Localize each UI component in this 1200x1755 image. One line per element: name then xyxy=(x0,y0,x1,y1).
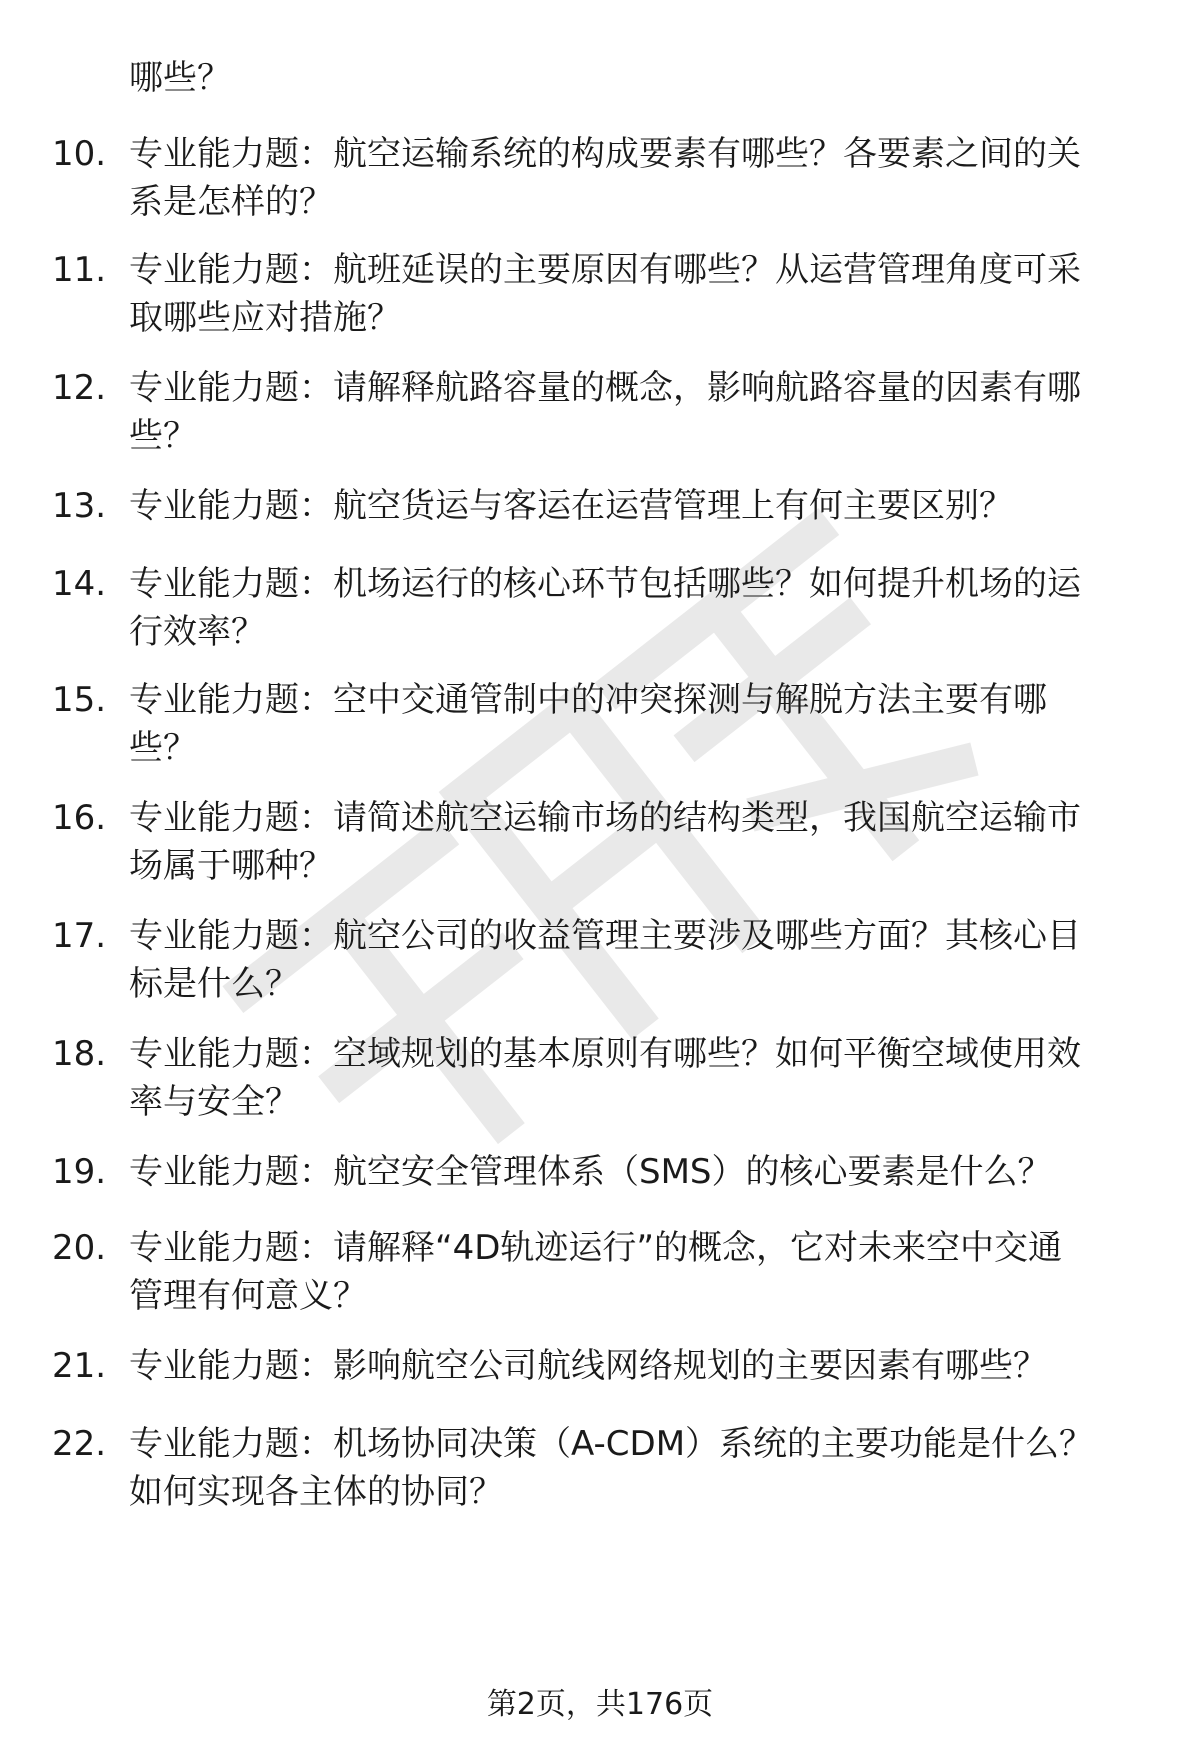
question-text-line: 取哪些应对措施？ xyxy=(129,298,401,338)
question-text-line: 专业能力题：航空公司的收益管理主要涉及哪些方面？其核心目 xyxy=(129,916,1081,956)
question-number: 14. xyxy=(52,564,107,604)
question-number: 20. xyxy=(52,1228,107,1268)
question-text-line: 专业能力题：航班延误的主要原因有哪些？从运营管理角度可采 xyxy=(129,250,1081,290)
question-text-line: 如何实现各主体的协同？ xyxy=(129,1472,503,1512)
question-text-line: 专业能力题：请解释航路容量的概念，影响航路容量的因素有哪 xyxy=(129,368,1081,408)
question-text-line: 专业能力题：航空货运与客运在运营管理上有何主要区别？ xyxy=(129,486,1013,526)
question-number: 11. xyxy=(52,250,107,290)
question-text-line: 专业能力题：机场运行的核心环节包括哪些？如何提升机场的运 xyxy=(129,564,1081,604)
question-text-line: 些？ xyxy=(129,728,197,768)
question-number: 19. xyxy=(52,1152,107,1192)
question-number: 10. xyxy=(52,134,107,174)
question-text-line: 专业能力题：空域规划的基本原则有哪些？如何平衡空域使用效 xyxy=(129,1034,1081,1074)
question-text-line: 专业能力题：机场协同决策（A-CDM）系统的主要功能是什么？ xyxy=(129,1424,1094,1464)
question-text-line: 专业能力题：航空运输系统的构成要素有哪些？各要素之间的关 xyxy=(129,134,1081,174)
question-text-line: 专业能力题：空中交通管制中的冲突探测与解脱方法主要有哪 xyxy=(129,680,1047,720)
question-number: 16. xyxy=(52,798,107,838)
question-text-line: 专业能力题：请解释“4D轨迹运行”的概念，它对未来空中交通 xyxy=(129,1228,1063,1268)
question-number: 17. xyxy=(52,916,107,956)
page-number-footer: 第2页，共176页 xyxy=(486,1687,714,1722)
question-number: 18. xyxy=(52,1034,107,1074)
continued-question-text: 哪些？ xyxy=(129,58,231,98)
question-text-line: 标是什么？ xyxy=(129,964,299,1004)
question-text-line: 系是怎样的？ xyxy=(129,182,333,222)
question-number: 15. xyxy=(52,680,107,720)
question-text-line: 些？ xyxy=(129,416,197,456)
question-text-line: 专业能力题：影响航空公司航线网络规划的主要因素有哪些？ xyxy=(129,1346,1047,1386)
question-text-line: 专业能力题：航空安全管理体系（SMS）的核心要素是什么？ xyxy=(129,1152,1052,1192)
question-text-line: 专业能力题：请简述航空运输市场的结构类型，我国航空运输市 xyxy=(129,798,1081,838)
question-number: 22. xyxy=(52,1424,107,1464)
question-number: 21. xyxy=(52,1346,107,1386)
question-text-line: 行效率？ xyxy=(129,612,265,652)
question-number: 13. xyxy=(52,486,107,526)
question-text-line: 率与安全？ xyxy=(129,1082,299,1122)
question-text-line: 场属于哪种？ xyxy=(129,846,333,886)
question-text-line: 管理有何意义？ xyxy=(129,1276,367,1316)
question-number: 12. xyxy=(52,368,107,408)
